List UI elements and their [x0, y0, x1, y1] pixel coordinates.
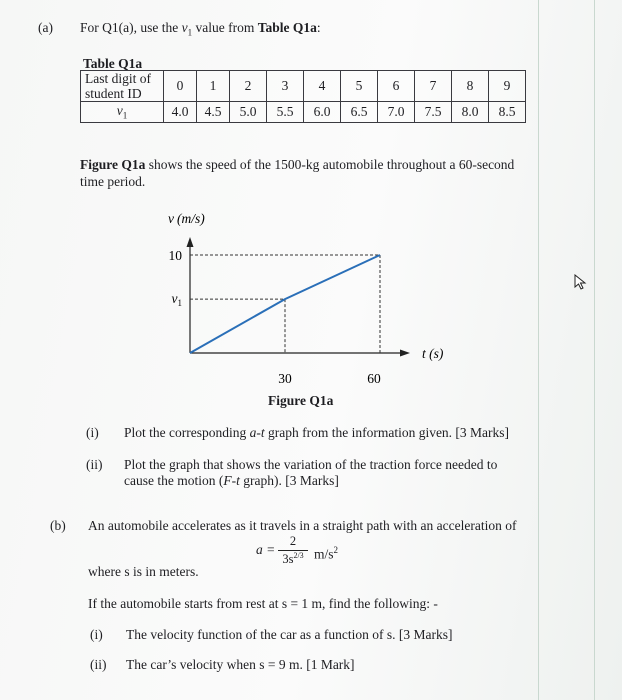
table-cell: 6.5 [341, 102, 378, 123]
mouse-cursor-icon [574, 274, 588, 290]
velocity-time-chart [150, 211, 450, 415]
table-cell: 4.5 [197, 102, 230, 123]
student-id-table [80, 70, 526, 123]
table-cell: 5.5 [267, 102, 304, 123]
table-cell: 5.0 [230, 102, 267, 123]
table-cell: 6.0 [304, 102, 341, 123]
item-a-i-number: (i) [86, 425, 99, 440]
table-row-values [81, 102, 526, 123]
equation-unit: $m/s^2$ [314, 545, 339, 562]
y-tick-label-v1: $v_1$ [171, 291, 182, 309]
table-cell: 9 [489, 71, 526, 102]
part-b-where: where s is in meters. [88, 564, 199, 579]
table-cell: 8.0 [452, 102, 489, 123]
equation-numerator: 2 [289, 534, 297, 548]
table-title: Table Q1a [83, 56, 143, 71]
y-tick-label-10: 10 [168, 248, 182, 263]
y-axis-label: v (m/s) [168, 211, 205, 226]
equation-lhs: a = [256, 542, 276, 557]
item-b-ii-text: The car’s velocity when s = 9 m. [1 Mark] [126, 657, 355, 672]
part-b-label: (b) [50, 518, 66, 533]
figure-caption: Figure Q1a [268, 393, 334, 408]
item-a-i-text: Plot the corresponding a-t graph from the information given. [3 Marks] [124, 425, 510, 440]
table-cell: 7.0 [378, 102, 415, 123]
figure-description-line1: Figure Q1a shows the speed of the 1500-kg automobile throughout a 60-second [80, 157, 515, 172]
item-b-ii-number: (ii) [90, 657, 107, 672]
table-cell: 4 [304, 71, 341, 102]
part-b-intro: An automobile accelerates as it travels in a straight path with an acceleration of [88, 518, 517, 533]
table-cell: 4.0 [164, 102, 197, 123]
page-margin-line [594, 0, 595, 700]
table-cell: 5 [341, 71, 378, 102]
figure-description-line2: time period. [80, 174, 146, 189]
x-tick-label-30: 30 [278, 371, 292, 386]
table-cell: 2 [230, 71, 267, 102]
equation-denominator: $3s^{2/3}$ [278, 550, 308, 567]
table-row-digits [81, 71, 526, 102]
item-a-ii-number: (ii) [86, 457, 103, 472]
page-margin-line [538, 0, 539, 700]
part-a-label: (a) [38, 20, 53, 35]
x-axis-arrow [400, 350, 410, 357]
table-cell: 7 [415, 71, 452, 102]
table-cell: 3 [267, 71, 304, 102]
item-a-ii-line2: cause the motion (F-t graph). [3 Marks] [124, 473, 339, 488]
table-row-header: $v_1$ [81, 102, 164, 123]
table-cell: 8.5 [489, 102, 526, 123]
x-axis-label: t (s) [422, 346, 444, 361]
equation-fraction [278, 534, 308, 567]
item-b-i-number: (i) [90, 627, 103, 642]
item-a-ii-line1: Plot the graph that shows the variation of the traction force needed to [124, 457, 498, 472]
series-line-speed [190, 255, 380, 353]
y-axis-arrow [187, 237, 194, 247]
part-b-condition: If the automobile starts from rest at s = 1 m, find the following: - [88, 596, 438, 611]
part-a-intro: For Q1(a), use the $v_1$ value from Table Q1a: [80, 20, 321, 38]
table-cell: 0 [164, 71, 197, 102]
table-row-header: Last digit of student ID [81, 71, 164, 102]
table-cell: 7.5 [415, 102, 452, 123]
table-cell: 8 [452, 71, 489, 102]
table-cell: 6 [378, 71, 415, 102]
table-cell: 1 [197, 71, 230, 102]
x-tick-label-60: 60 [367, 371, 381, 386]
item-b-i-text: The velocity function of the car as a function of s. [3 Marks] [126, 627, 453, 642]
